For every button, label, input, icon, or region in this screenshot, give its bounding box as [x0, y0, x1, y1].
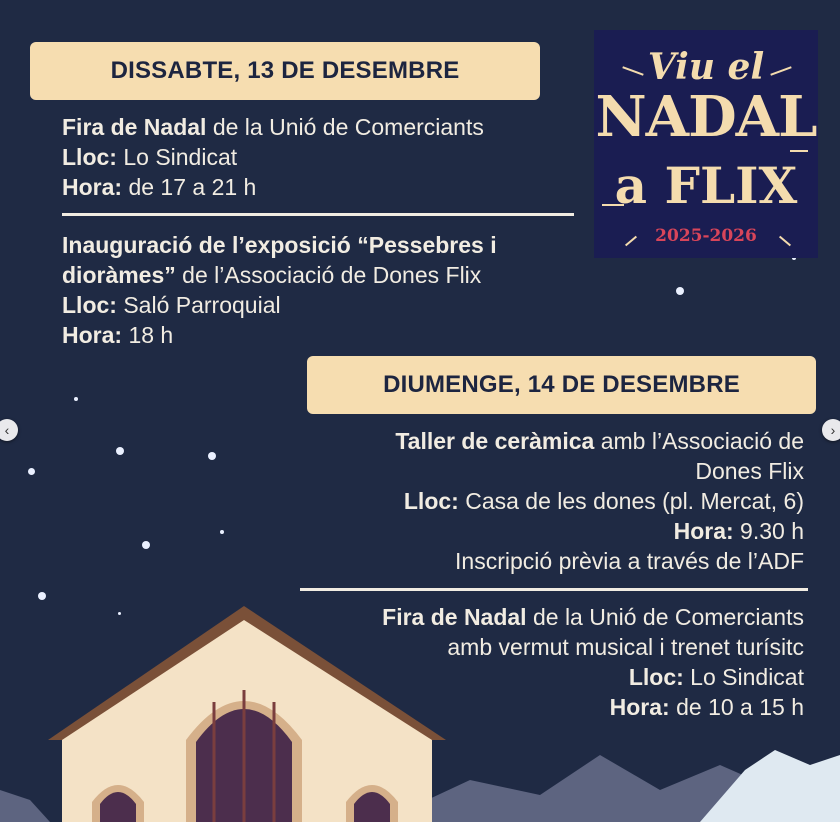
event-title: Taller de ceràmica — [395, 428, 595, 454]
time-label: Hora: — [673, 518, 734, 544]
event-organizer-line2: Dones Flix — [695, 458, 804, 484]
event-organizer: de la Unió de Comerciants — [206, 114, 484, 140]
time-value: 9.30 h — [733, 518, 804, 544]
event-organizer: amb l’Associació de — [594, 428, 804, 454]
event-title: Fira de Nadal — [62, 114, 207, 140]
event-fira-nadal-saturday — [62, 112, 484, 202]
star — [220, 530, 224, 534]
logo-line-2: NADAL — [595, 84, 817, 150]
previous-slide-button[interactable] — [0, 419, 18, 441]
day-banner-text: DIUMENGE, 14 DE DESEMBRE — [383, 371, 740, 398]
time-value: de 17 a 21 h — [122, 174, 257, 200]
star — [142, 541, 150, 549]
event-exposicio-pessebres — [62, 230, 497, 350]
place-label: Lloc: — [62, 292, 117, 318]
event-taller-ceramica — [395, 426, 804, 576]
star — [74, 397, 78, 401]
event-description: amb vermut musical i trenet turísitc — [447, 634, 804, 660]
viu-el-nadal-logo — [594, 30, 818, 258]
chevron-right-icon: › — [830, 422, 836, 438]
time-value: 18 h — [122, 322, 174, 348]
decorative-ray — [790, 150, 808, 152]
place-label: Lloc: — [403, 488, 459, 514]
event-title-line2: dioràmes” — [62, 262, 176, 288]
event-organizer: de la Unió de Comerciants — [526, 604, 804, 630]
place-label: Lloc: — [62, 144, 117, 170]
day-banner-saturday — [30, 42, 540, 100]
star — [676, 287, 684, 295]
time-value: de 10 a 15 h — [669, 694, 804, 720]
time-label: Hora: — [609, 694, 670, 720]
event-organizer: de l’Associació de Dones Flix — [175, 262, 482, 288]
church-illustration — [0, 590, 840, 822]
day-banner-text: DISSABTE, 13 DE DESEMBRE — [110, 57, 460, 84]
divider — [62, 213, 574, 216]
star — [208, 452, 216, 460]
event-title: Fira de Nadal — [382, 604, 527, 630]
time-label: Hora: — [62, 174, 123, 200]
next-slide-button[interactable] — [822, 419, 840, 441]
logo-line-1: Viu el — [647, 46, 765, 88]
time-label: Hora: — [62, 322, 123, 348]
place-value: Lo Sindicat — [683, 664, 804, 690]
chevron-left-icon: ‹ — [4, 422, 10, 438]
star — [116, 447, 124, 455]
mountain-shape — [0, 790, 50, 822]
place-label: Lloc: — [628, 664, 684, 690]
place-value: Lo Sindicat — [116, 144, 238, 170]
logo-line-3: a FLIX — [614, 156, 798, 215]
day-banner-sunday — [307, 356, 816, 414]
star — [28, 468, 35, 475]
place-value: Saló Parroquial — [116, 292, 281, 318]
place-value: Casa de les dones (pl. Mercat, 6) — [458, 488, 804, 514]
logo-years: 2025-2026 — [655, 226, 757, 246]
event-title-line1: Inauguració de l’exposició “Pessebres i — [62, 232, 497, 258]
registration-note: Inscripció prèvia a través de l’ADF — [455, 548, 804, 574]
